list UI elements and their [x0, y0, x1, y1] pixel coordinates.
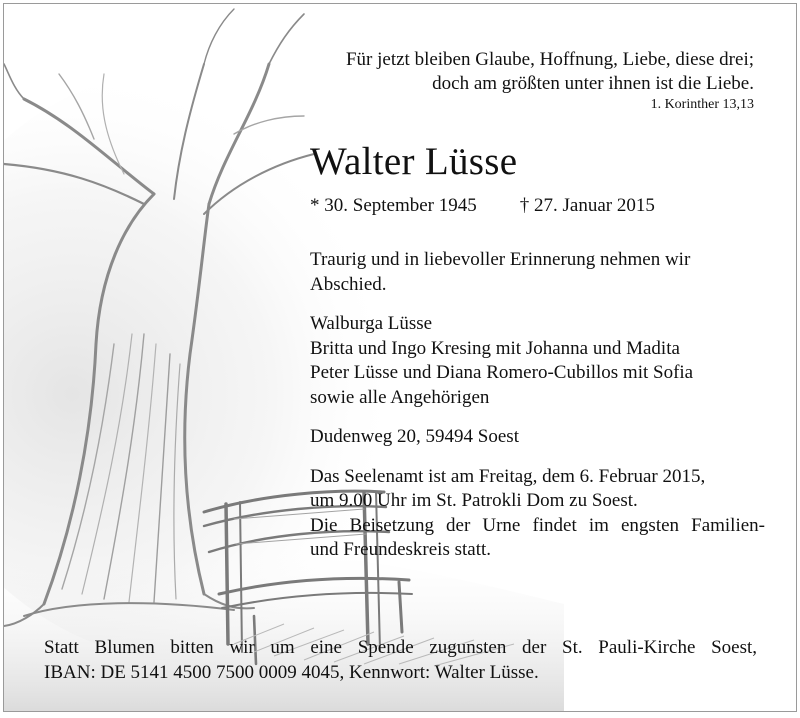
mourners-list [310, 312, 765, 410]
service-line-2: um 9.00 Uhr im St. Patrokli Dom zu Soest. [310, 490, 638, 511]
family-address: Dudenweg 20, 59494 Soest [310, 426, 519, 447]
notice-body [310, 248, 765, 563]
life-dates [310, 194, 655, 218]
quote-reference: 1. Korinther 13,13 [650, 97, 754, 112]
bible-quote [346, 48, 754, 114]
farewell-line-2: Abschied. [310, 273, 387, 295]
farewell-line-1: Traurig und in liebevoller Erinnerung nehmen wir [310, 249, 691, 270]
birth-date: * 30. September 1945 [310, 195, 477, 216]
mourner-line: Walburga Lüsse [310, 313, 433, 334]
service-line-3: Die Beisetzung der Urne findet im engsten Familien- [310, 514, 765, 536]
quote-line-2: doch am größten unter ihnen ist die Liebe. [432, 73, 754, 94]
donation-line-1: Statt Blumen bitten wir um eine Spende zugunsten der St. Pauli-Kirche Soest, [44, 637, 757, 658]
quote-line-1: Für jetzt bleiben Glaube, Hoffnung, Liebe, diese drei; [345, 49, 754, 70]
service-line-4: und Freundeskreis statt. [310, 539, 492, 560]
mourner-line: Peter Lüsse und Diana Romero-Cubillos mit Sofia [310, 362, 694, 383]
service-details [310, 465, 765, 563]
mourner-line: Britta und Ingo Kresing mit Johanna und Madita [310, 337, 680, 359]
deceased-name: Walter Lüsse [310, 140, 518, 183]
death-date: † 27. Januar 2015 [519, 195, 655, 216]
obituary-notice [3, 3, 797, 712]
mourner-line: sowie alle Angehörigen [310, 386, 490, 408]
service-line-1: Das Seelenamt ist am Freitag, dem 6. Februar 2015, [310, 465, 706, 487]
farewell-text [310, 248, 765, 297]
donation-request [44, 636, 757, 685]
donation-line-2: IBAN: DE 5141 4500 7500 0009 4045, Kennwort: Walter Lüsse. [44, 661, 539, 683]
